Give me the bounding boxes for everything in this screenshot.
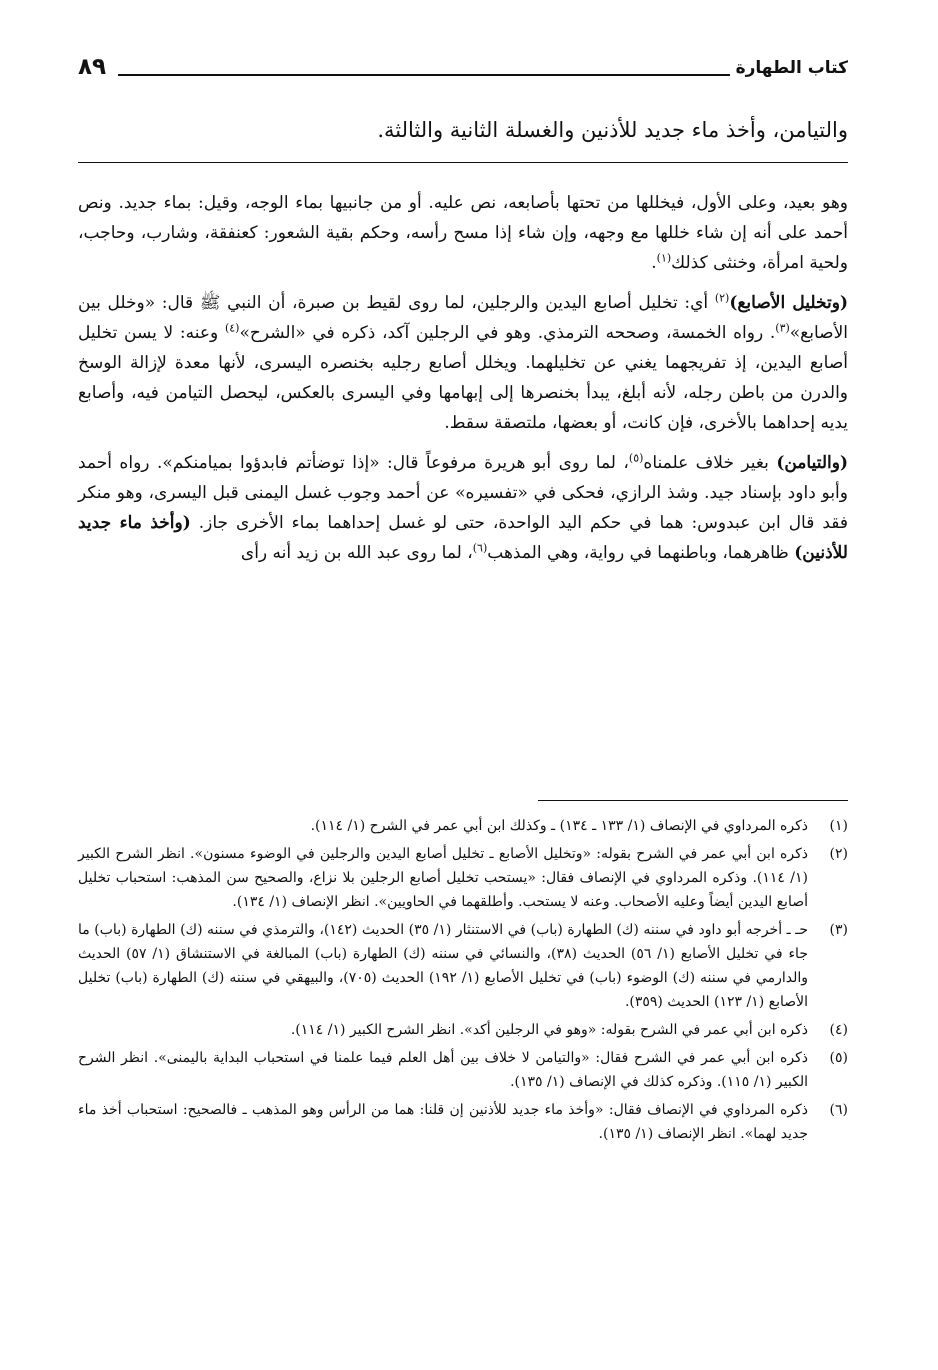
- commentary: [78, 188, 848, 578]
- page-number: ٨٩: [78, 54, 107, 80]
- footnote-text: ذكره المرداوي في الإنصاف فقال: «وأخذ ماء جديد للأذنين إن قلنا: هما من الرأس وهو المذهب ـ فالصحيح: استحباب أخذ ماء جديد لهما». انظر الإنصاف (١/ ١٣٥).: [78, 1102, 808, 1142]
- matn-term: (وتخليل الأصابع): [729, 293, 848, 313]
- footnote-ref[interactable]: (٦): [472, 541, 488, 555]
- commentary-paragraph-2: (وتخليل الأصابع)$^{(٢)}$ أي: تخليل أصابع اليدين والرجلين، لما روى لقيط بن صبرة، أن النبي ﷺ قال: «وخلل بين الأصابع»$^{(٣)}$. رواه الخمسة، وصححه الترمذي. وهو في الرجلين آكد، ذكره في «الشرح»$^{(٤)}$ وعنه: لا يسن تخليل أصابع اليدين، إذ تفريجهما يغني عن تخليلهما. ويخلل أصابع رجليه بخنصره اليسرى، لأنها معدة لإزالة الوسخ والدرن من باطن رجله، لأنه أبلغ، يبدأ بخنصرها إلى إبهامها وفي اليسرى بالعكس، ليحصل التيامن فيه، وأصابع يديه إحداهما بالأخرى، فإن كانت، أو بعضها، ملتصقة سقط.: [78, 291, 848, 433]
- footnote-ref[interactable]: (٣): [775, 321, 790, 335]
- footnote-divider: [538, 800, 848, 801]
- footnote-number: (٥): [829, 1050, 848, 1066]
- footnote-text: ذكره ابن أبي عمر في الشرح بقوله: «وهو في الرجلين أكد». انظر الشرح الكبير (١/ ١١٤).: [290, 1022, 808, 1038]
- footnote-3: [78, 918, 848, 1014]
- footnote-number: (٦): [829, 1102, 848, 1118]
- footnote-number: (١): [829, 818, 848, 834]
- commentary-paragraph-1: وهو بعيد، وعلى الأول، فيخللها من تحتها بأصابعه، نص عليه. أو من جانبيها بماء الوجه، وقيل: بماء جديد. ونص أحمد على أنه إن شاء خللها مع وجهه، وإن شاء إذا مسح رأسه، وحكم بقية الشعور: كعنفقة، وشارب، وحاجب، ولحية امرأة، وخنثى كذلك$^{(١)}$.: [78, 193, 848, 273]
- footnote-number: (٣): [829, 922, 848, 938]
- footnote-ref[interactable]: (١): [656, 251, 672, 265]
- footnote-text: ذكره ابن أبي عمر في الشرح فقال: «والتيامن لا خلاف بين أهل العلم فيما علمنا في استحباب البداية باليمنى». انظر الشرح الكبير (١/ ١١٥). وذكره كذلك في الإنصاف (١/ ١٣٥).: [78, 1050, 808, 1090]
- footnote-text: ذكره المرداوي في الإنصاف (١/ ١٣٣ ـ ١٣٤) ـ وكذلك ابن أبي عمر في الشرح (١/ ١١٤).: [310, 818, 808, 834]
- matn-term: (وأخذ ماء جديد للأذنين): [78, 513, 848, 563]
- matn-text: والتيامن، وأخذ ماء جديد للأذنين والغسلة الثانية والثالثة.: [377, 118, 848, 142]
- footnote-2: [78, 842, 848, 914]
- footnotes: [78, 814, 848, 1150]
- footnote-ref[interactable]: (٢): [714, 291, 730, 305]
- footnote-ref[interactable]: (٥): [628, 451, 644, 465]
- footnote-text: حـ ـ أخرجه أبو داود في سننه (ك) الطهارة (باب) في الاستنثار (١/ ٣٥) الحديث (١٤٢)، والترمذي في سننه (ك) الطهارة (باب) ما جاء في تخليل الأصابع (١/ ٥٦) الحديث (٣٨)، والنسائي في سننه (ك) الطهارة (باب) المبالغة في الاستنشاق (١/ ٥٧) الحديث والدارمي في سننه (ك) الوضوء (باب) في تخليل الأصابع (١/ ١٩٢) الحديث (٧٠٥)، والبيهقي في سننه (ك) الطهارة (باب) تخليل الأصابع (١/ ١٢٣) الحديث (٣٥٩).: [78, 922, 809, 1010]
- footnote-text: ذكره ابن أبي عمر في الشرح بقوله: «وتخليل الأصابع ـ تخليل أصابع اليدين والرجلين في الوضوء مسنون». انظر الشرح الكبير (١/ ١١٤). وذكره المرداوي في الإنصاف فقال: «يستحب تخليل أصابع الرجلين بلا نزاع، والصحيح سن المذهب: استحباب تخليل أصابع اليدين أيضاً وعليه الأصحاب. وعنه لا يستحب. وأطلقهما في الحاويين». انظر الإنصاف (١/ ١٣٤).: [78, 846, 808, 910]
- matn-term: (والتيامن): [776, 453, 848, 473]
- footnote-number: (٢): [829, 846, 848, 862]
- footnote-5: [78, 1046, 848, 1094]
- commentary-paragraph-3: (والتيامن) بغير خلاف علمناه$^{(٥)}$، لما روى أبو هريرة مرفوعاً قال: «إذا توضأتم فابدؤوا بميامنكم». رواه أحمد وأبو داود بإسناد جيد. وشذ الرازي، فحكى في «تفسيره» عن أحمد وجوب غسل اليمنى قبل اليسرى، وهو منكر فقد قال ابن عبدوس: هما في حكم اليد الواحدة، حتى لو غسل إحداهما بماء الأخرى جاز. (وأخذ ماء جديد للأذنين) ظاهرهما، وباطنهما في رواية، وهي المذهب$^{(٦)}$، لما روى عبد الله بن زيد أنه رأى: [78, 451, 848, 563]
- footnote-1: [78, 814, 848, 838]
- footnote-4: [78, 1018, 848, 1042]
- header-rule: [118, 74, 730, 76]
- running-header: [78, 50, 848, 90]
- book-title: كتاب الطهارة: [735, 58, 848, 78]
- footnote-number: (٤): [829, 1022, 848, 1038]
- footnote-ref[interactable]: (٤): [224, 321, 240, 335]
- footnote-6: [78, 1098, 848, 1146]
- matn-divider: [78, 162, 848, 163]
